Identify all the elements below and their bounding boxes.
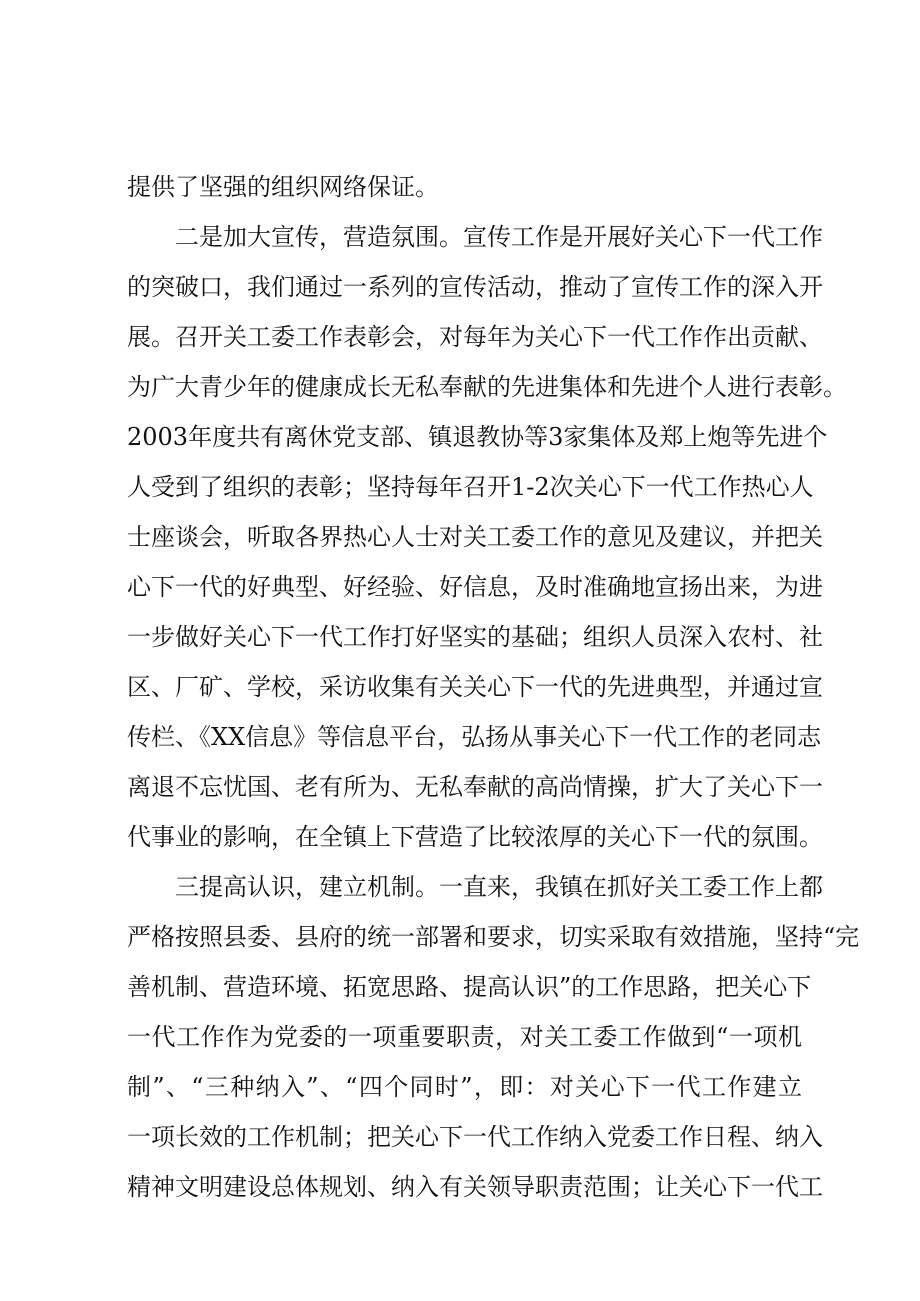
text-line: 心下一代的好典型、好经验、好信息，及时准确地宣扬出来，为进 bbox=[127, 573, 823, 601]
text-line: 展。召开关工委工作表彰会，对每年为关心下一代工作作出贡献、 bbox=[127, 323, 823, 351]
text-line: 二是加大宣传，营造氛围。宣传工作是开展好关心下一代工作 bbox=[175, 223, 823, 251]
paragraph-2 bbox=[127, 212, 847, 862]
text-line: 一项长效的工作机制；把关心下一代工作纳入党委工作日程、纳入 bbox=[127, 1123, 823, 1151]
text-line: 精神文明建设总体规划、纳入有关领导职责范围；让关心下一代工 bbox=[127, 1173, 823, 1201]
paragraph-3 bbox=[127, 862, 860, 1212]
text-line: 一代工作作为党委的一项重要职责，对关工委工作做到“一项机 bbox=[127, 1023, 802, 1051]
text-line: 严格按照县委、县府的统一部署和要求，切实采取有效措施，坚持“完 bbox=[127, 923, 860, 951]
text-line: 制”、“三种纳入”、“四个同时”，即：对关心下一代工作建立 bbox=[127, 1073, 802, 1101]
text-line: 一步做好关心下一代工作打好坚实的基础；组织人员深入农村、社 bbox=[127, 623, 823, 651]
text-line: 离退不忘忧国、老有所为、无私奉献的高尚情操，扩大了关心下一 bbox=[127, 773, 823, 801]
text-line: 提供了坚强的组织网络保证。 bbox=[127, 173, 439, 201]
paragraph-1 bbox=[127, 162, 802, 212]
text-line: 为广大青少年的健康成长无私奉献的先进集体和先进个人进行表彰。 bbox=[127, 373, 847, 401]
text-line: 2003年度共有离休党支部、镇退教协等3家集体及郑上炮等先进个 bbox=[127, 423, 828, 451]
text-line: 传栏、《XX信息》等信息平台，弘扬从事关心下一代工作的老同志 bbox=[127, 723, 822, 751]
text-line: 士座谈会，听取各界热心人士对关工委工作的意见及建议，并把关 bbox=[127, 523, 823, 551]
text-line: 代事业的影响，在全镇上下营造了比较浓厚的关心下一代的氛围。 bbox=[127, 823, 823, 851]
document-body bbox=[127, 162, 860, 1212]
text-line: 人受到了组织的表彰；坚持每年召开1-2次关心下一代工作热心人 bbox=[127, 473, 814, 501]
text-line: 区、厂矿、学校，采访收集有关关心下一代的先进典型，并通过宣 bbox=[127, 673, 823, 701]
text-line: 善机制、营造环境、拓宽思路、提高认识”的工作思路，把关心下 bbox=[127, 973, 812, 1001]
text-line: 的突破口，我们通过一系列的宣传活动，推动了宣传工作的深入开 bbox=[127, 273, 823, 301]
text-line: 三提高认识，建立机制。一直来，我镇在抓好关工委工作上都 bbox=[175, 873, 823, 901]
